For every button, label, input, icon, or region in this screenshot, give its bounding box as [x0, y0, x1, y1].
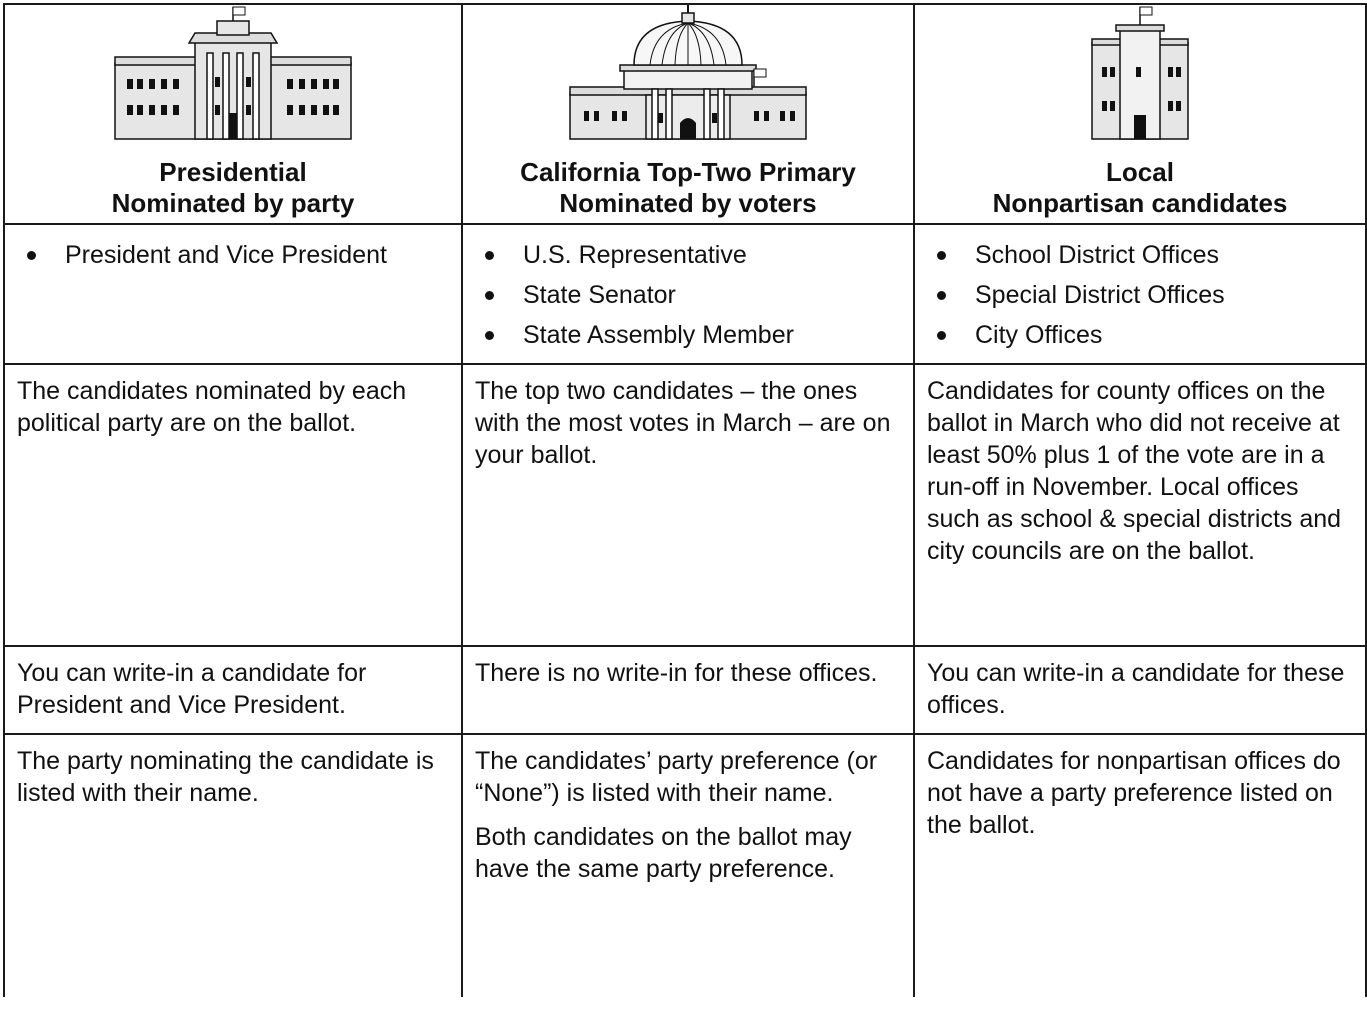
office-item: State Senator	[473, 275, 905, 315]
column-subtitle: Nonpartisan candidates	[992, 188, 1288, 218]
ballot-description: The candidates nominated by each political party are on the ballot.	[17, 377, 407, 437]
column-title: California Top-Two Primary	[520, 157, 856, 187]
white-house-icon	[103, 5, 363, 145]
write-in-text: There is no write-in for these offices.	[475, 659, 878, 687]
write-in-text: You can write-in a candidate for President and Vice President.	[17, 659, 367, 719]
capitol-dome-icon	[558, 5, 818, 145]
description-cell-top-two	[462, 364, 914, 646]
office-item: State Assembly Member	[473, 315, 905, 355]
description-cell-local	[914, 364, 1366, 646]
office-list	[5, 225, 461, 283]
party-text: The candidates’ party preference (or “None”) is listed with their name.	[475, 747, 878, 807]
office-item: U.S. Representative	[473, 235, 905, 275]
party-cell-local	[914, 734, 1366, 997]
write-in-cell-top-two	[462, 646, 914, 734]
column-subtitle: Nominated by voters	[559, 188, 817, 218]
office-item: School District Offices	[925, 235, 1357, 275]
city-hall-icon	[1010, 5, 1270, 145]
column-header-local	[914, 4, 1366, 224]
office-item: Special District Offices	[925, 275, 1357, 315]
column-title: Local	[1106, 157, 1174, 187]
office-item: City Offices	[925, 315, 1357, 355]
party-text: Both candidates on the ballot may have the same party preference.	[475, 823, 852, 883]
office-list	[915, 225, 1365, 363]
column-header-top-two	[462, 4, 914, 224]
write-in-text: You can write-in a candidate for these offices.	[927, 659, 1345, 719]
ballot-description: Candidates for county offices on the ballot in March who did not receive at least 50% plus 1 of the vote are in a run-off in November. Local offices such as school & special districts and city councils are on the ballot.	[927, 377, 1342, 565]
ballot-description: The top two candidates – the ones with the most votes in March – are on your ballot.	[475, 377, 891, 469]
offices-cell-presidential	[4, 224, 462, 364]
party-text: The party nominating the candidate is listed with their name.	[17, 747, 434, 807]
offices-cell-top-two	[462, 224, 914, 364]
election-types-table	[3, 3, 1367, 997]
party-cell-presidential	[4, 734, 462, 997]
write-in-cell-presidential	[4, 646, 462, 734]
office-item: President and Vice President	[15, 235, 453, 275]
column-title: Presidential	[159, 157, 307, 187]
write-in-cell-local	[914, 646, 1366, 734]
party-cell-top-two	[462, 734, 914, 997]
offices-cell-local	[914, 224, 1366, 364]
column-header-presidential	[4, 4, 462, 224]
office-list	[463, 225, 913, 363]
column-subtitle: Nominated by party	[111, 188, 355, 218]
party-text: Candidates for nonpartisan offices do not have a party preference listed on the ballot.	[927, 747, 1341, 839]
description-cell-presidential	[4, 364, 462, 646]
